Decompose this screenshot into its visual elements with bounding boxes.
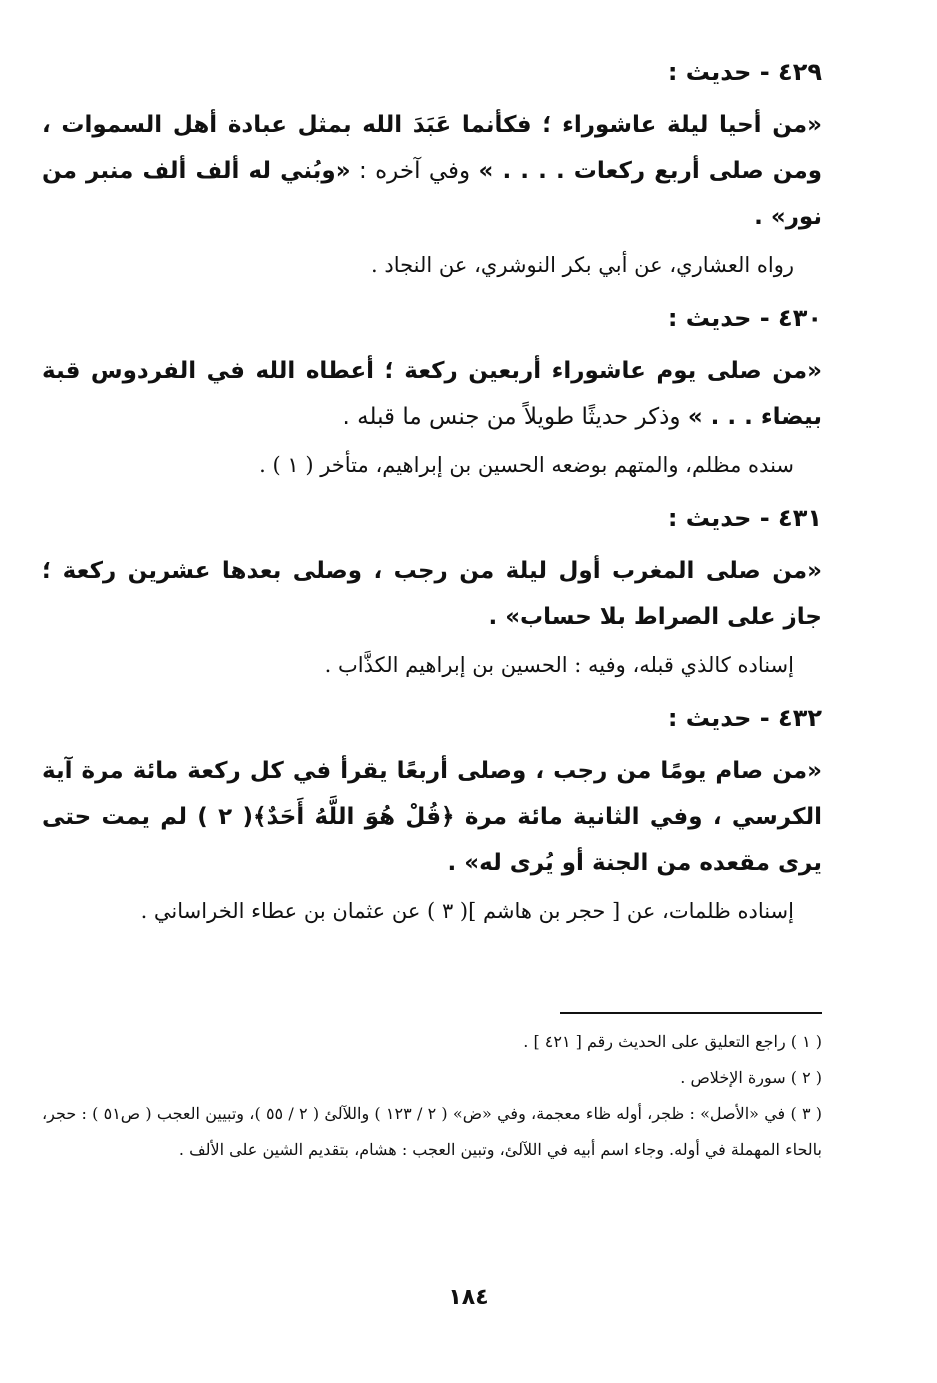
hadith-432: [42, 698, 822, 930]
hadith-quote: «من صلى يوم عاشوراء أربعين ركعة ؛ أعطاه الله في الفردوس قبة بيضاء . . . »: [42, 358, 822, 430]
hadith-430: [42, 298, 822, 484]
footnotes: [42, 1024, 822, 1168]
hadith-431: [42, 498, 822, 684]
page-number: ١٨٤: [448, 1285, 489, 1310]
hadith-quote: «من صام يومًا من رجب ، وصلى أربعًا يقرأ في كل ركعة مائة مرة آية الكرسي ، وفي الثانية مائة مرة: [42, 758, 822, 830]
hadith-connector: وذكر حديثًا طويلاً من جنس ما قبله .: [342, 404, 688, 430]
hadith-429: [42, 52, 822, 284]
hadith-note: إسناده كالذي قبله، وفيه : الحسين بن إبراهيم الكذَّاب .: [324, 653, 794, 677]
hadith-heading: ٤٣٠ - حديث :: [667, 304, 822, 332]
hadith-heading: ٤٣١ - حديث :: [667, 504, 822, 532]
quran-verse: ﴿قُلْ هُوَ اللَّهُ أَحَدٌ﴾: [253, 804, 455, 830]
hadith-text: [42, 348, 822, 440]
hadith-quote-end: «وبُني له ألف ألف منبر من نور» .: [42, 158, 822, 230]
footnote-2: ( ٢ ) سورة الإخلاص .: [680, 1068, 822, 1087]
page-body: [42, 52, 822, 944]
footnote-3: ( ٣ ) في «الأصل» : ظجر، أوله ظاء معجمة، وفي «ض» ( ٢ / ١٢٣ ) واللآلئ ( ٢ / ٥٥ )، وتبيين العجب ( ص٥١ ) : حجر، بالحاء المهملة في أوله. وجاء اسم أبيه في اللآلئ، وتبين العجب : هشام، بتقديم الشين على الألف .: [42, 1104, 823, 1159]
hadith-heading: ٤٣٢ - حديث :: [667, 704, 822, 732]
hadith-note: رواه العشاري، عن أبي بكر النوشري، عن النجاد .: [371, 253, 794, 277]
footnote-divider: [560, 1012, 822, 1014]
hadith-text: «من صلى المغرب أول ليلة من رجب ، وصلى بعدها عشرين ركعة ؛ جاز على الصراط بلا حساب» .: [42, 558, 822, 630]
hadith-connector: وفي آخره :: [350, 158, 479, 184]
hadith-note: سنده مظلم، والمتهم بوضعه الحسين بن إبراهيم، متأخر ( ١ ) .: [259, 453, 794, 477]
hadith-text: [42, 102, 822, 240]
hadith-note: إسناده ظلمات، عن [ حجر بن هاشم ]( ٣ ) عن عثمان بن عطاء الخراساني .: [140, 899, 794, 923]
hadith-quote-end: ( ٢ ) لم يمت حتى يرى مقعده من الجنة أو يُرى له» .: [42, 804, 822, 876]
hadith-quote: «من أحيا ليلة عاشوراء ؛ فكأنما عَبَدَ الله بمثل عبادة أهل السموات ، ومن صلى أربع ركعات . . . . »: [42, 112, 822, 184]
hadith-text: [42, 748, 822, 886]
hadith-heading: ٤٢٩ - حديث :: [667, 58, 822, 86]
footnote-1: ( ١ ) راجع التعليق على الحديث رقم [ ٤٢١ ] .: [523, 1032, 822, 1051]
